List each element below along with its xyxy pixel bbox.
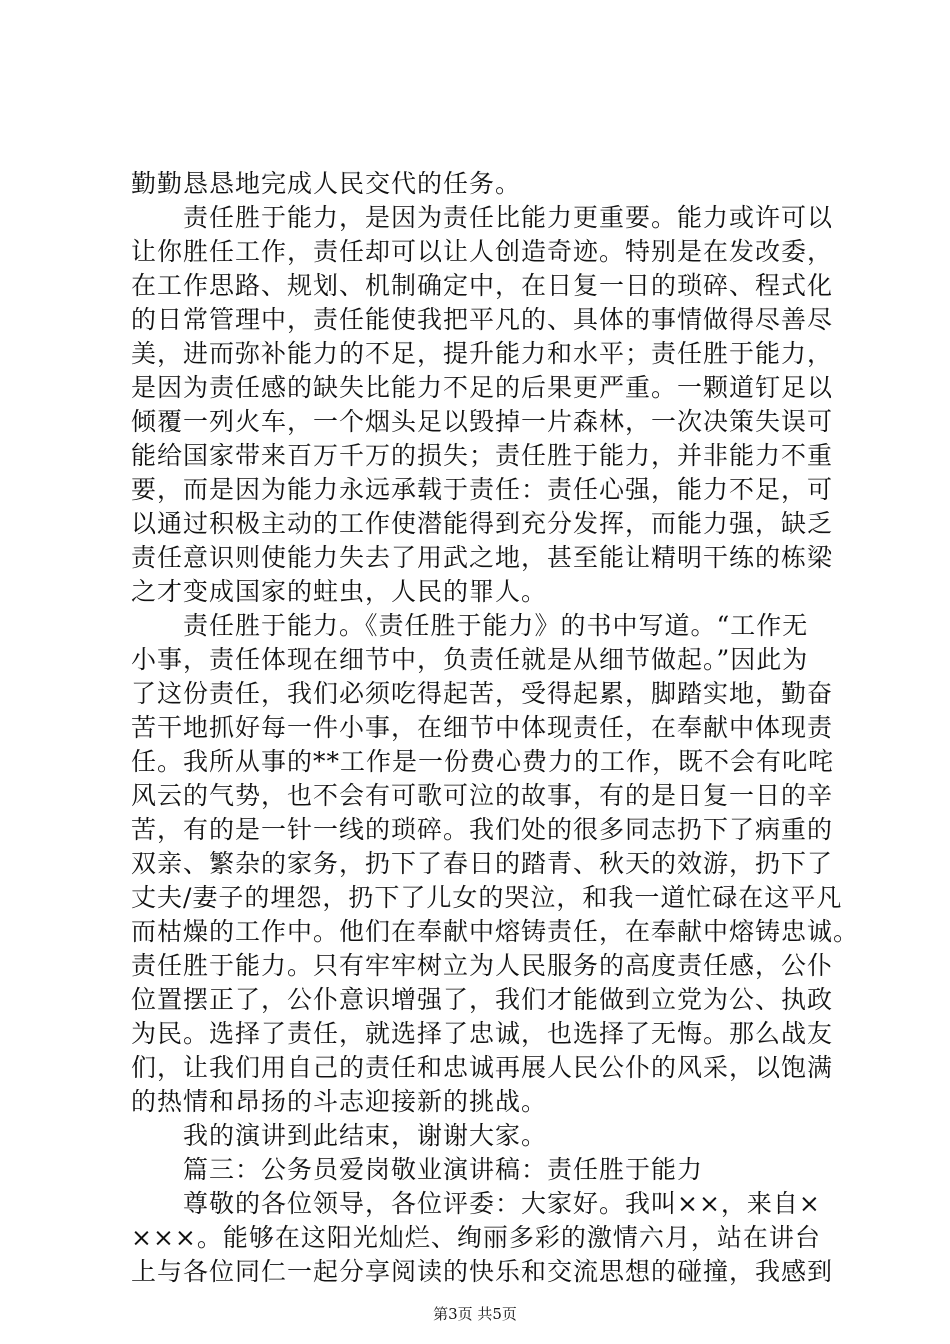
text-line: 而枯燥的工作中。他们在奉献中熔铸责任，在奉献中熔铸忠诚。 xyxy=(131,917,860,946)
text-line: 在工作思路、规划、机制确定中，在日复一日的琐碎、程式化 xyxy=(131,271,834,300)
text-line: 要，而是因为能力永远承载于责任：责任心强，能力不足，可 xyxy=(131,475,834,504)
text-line: 勤勤恳恳地完成人民交代的任务。 xyxy=(131,169,522,198)
text-line: 了这份责任，我们必须吃得起苦，受得起累，脚踏实地，勤奋 xyxy=(131,679,834,708)
text-line: 的日常管理中，责任能使我把平凡的、具体的事情做得尽善尽 xyxy=(131,305,834,334)
text-line: 位置摆正了，公仆意识增强了，我们才能做到立党为公、执政 xyxy=(131,985,834,1014)
text-line: 任。我所从事的**工作是一份费心费力的工作，既不会有叱咤 xyxy=(131,747,835,776)
text-line: 是因为责任感的缺失比能力不足的后果更严重。一颗道钉足以 xyxy=(131,373,834,402)
text-line: 让你胜任工作，责任却可以让人创造奇迹。特别是在发改委， xyxy=(131,237,834,266)
text-line: 责任胜于能力。《责任胜于能力》的书中写道。“工作无 xyxy=(131,611,809,640)
text-line: 丈夫/妻子的埋怨，扔下了儿女的哭泣，和我一道忙碌在这平凡 xyxy=(131,883,843,912)
text-line: 以通过积极主动的工作使潜能得到充分发挥，而能力强，缺乏 xyxy=(131,509,834,538)
text-line: 上与各位同仁一起分享阅读的快乐和交流思想的碰撞，我感到 xyxy=(131,1257,834,1286)
text-line: 倾覆一列火车，一个烟头足以毁掉一片森林，一次决策失误可 xyxy=(131,407,834,436)
section-heading: 篇三：公务员爱岗敬业演讲稿：责任胜于能力 xyxy=(131,1155,704,1184)
text-line: 责任胜于能力。只有牢牢树立为人民服务的高度责任感，公仆 xyxy=(131,951,834,980)
text-line: ×××。能够在这阳光灿烂、绚丽多彩的激情六月，站在讲台 xyxy=(131,1223,821,1252)
text-line: 双亲、繁杂的家务，扔下了春日的踏青、秋天的效游，扔下了 xyxy=(131,849,834,878)
text-line: 苦干地抓好每一件小事，在细节中体现责任，在奉献中体现责 xyxy=(131,713,834,742)
page-number-footer: 第3页 共5页 xyxy=(433,1305,517,1323)
text-line: 美，进而弥补能力的不足，提升能力和水平；责任胜于能力， xyxy=(131,339,834,368)
text-line: 为民。选择了责任，就选择了忠诚，也选择了无悔。那么战友 xyxy=(131,1019,834,1048)
text-line: 风云的气势，也不会有可歌可泣的故事，有的是日复一日的辛 xyxy=(131,781,834,810)
text-line: 之才变成国家的蛀虫，人民的罪人。 xyxy=(131,577,548,606)
text-line: 责任意识则使能力失去了用武之地，甚至能让精明干练的栋梁 xyxy=(131,543,834,572)
text-line: 苦，有的是一针一线的琐碎。我们处的很多同志扔下了病重的 xyxy=(131,815,834,844)
text-line: 我的演讲到此结束，谢谢大家。 xyxy=(131,1121,548,1150)
text-line: 责任胜于能力，是因为责任比能力更重要。能力或许可以 xyxy=(131,203,834,232)
text-line: 们，让我们用自己的责任和忠诚再展人民公仆的风采，以饱满 xyxy=(131,1053,834,1082)
text-line: 的热情和昂扬的斗志迎接新的挑战。 xyxy=(131,1087,548,1116)
text-line: 小事，责任体现在细节中，负责任就是从细节做起。”因此为 xyxy=(131,645,809,674)
text-line: 能给国家带来百万千万的损失；责任胜于能力，并非能力不重 xyxy=(131,441,834,470)
text-line: 尊敬的各位领导，各位评委：大家好。我叫××，来自× xyxy=(131,1189,821,1218)
